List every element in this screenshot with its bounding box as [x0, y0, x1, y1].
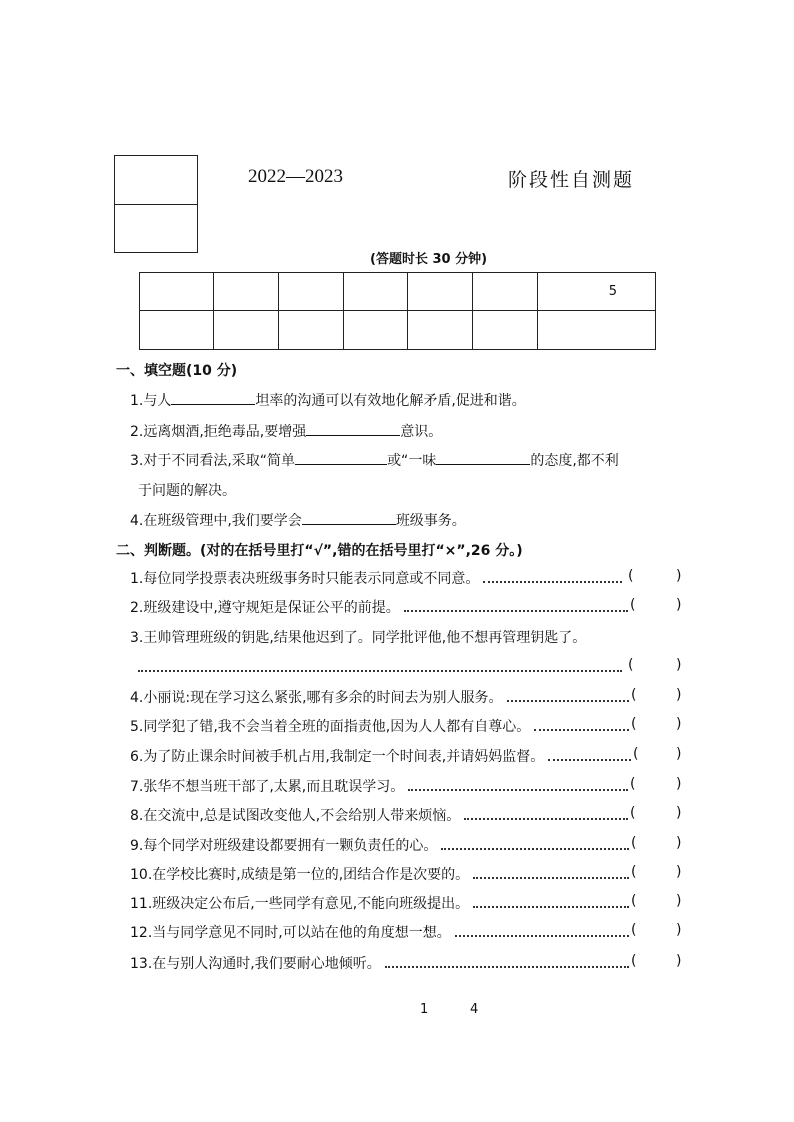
leader-dots [455, 935, 629, 937]
score-table [139, 272, 656, 350]
answer-paren-open[interactable]: ( [628, 657, 634, 673]
score-cell [140, 273, 214, 311]
answer-paren-open[interactable]: ( [631, 835, 637, 851]
answer-paren-open[interactable]: ( [628, 568, 634, 584]
leader-dots [548, 759, 631, 761]
judgment-item: 13.在与别人沟通时,我们要耐心地倾听。 [130, 956, 381, 972]
question-text: 1.与人 [130, 393, 172, 409]
fill-question-3-cont: 于问题的解决。 [138, 483, 236, 499]
answer-paren-open[interactable]: ( [631, 922, 637, 938]
leader-dots [441, 848, 629, 850]
score-cell [213, 273, 278, 311]
answer-blank[interactable] [306, 422, 400, 436]
score-entry[interactable] [473, 311, 538, 350]
answer-paren-close[interactable]: ) [676, 953, 682, 969]
score-cell [408, 273, 473, 311]
fill-question-3 [130, 450, 619, 470]
answer-blank[interactable] [436, 451, 530, 465]
leader-dots [534, 729, 629, 731]
page-title: 阶段性自测题 [508, 169, 635, 191]
judgment-item: 1.每位同学投票表决班级事务时只能表示同意或不同意。 [130, 571, 480, 587]
judgment-item: 6.为了防止课余时间被手机占用,我制定一个时间表,并请妈妈监督。 [130, 749, 545, 765]
score-box [114, 155, 198, 253]
score-entry[interactable] [278, 311, 343, 350]
leader-dots [483, 581, 622, 583]
judgment-item: 7.张华不想当班干部了,太累,而且耽误学习。 [130, 779, 405, 795]
answer-blank[interactable] [171, 391, 255, 405]
answer-paren-open[interactable]: ( [631, 864, 637, 880]
answer-paren-close[interactable]: ) [676, 922, 682, 938]
judgment-item: 5.同学犯了错,我不会当着全班的面指责他,因为人人都有自尊心。 [130, 719, 531, 735]
judgment-item: 3.王帅管理班级的钥匙,结果他迟到了。同学批评他,他不想再管理钥匙了。 [130, 630, 587, 646]
question-text: 2.远离烟酒,拒绝毒品,要增强 [130, 424, 307, 440]
answer-paren-close[interactable]: ) [676, 835, 682, 851]
score-cell [473, 273, 538, 311]
judgment-item: 10.在学校比赛时,成绩是第一位的,团结合作是次要的。 [130, 867, 470, 883]
leader-dots [408, 789, 628, 791]
section-2-heading: 二、判断题。(对的在括号里打“√”,错的在括号里打“×”,26 分。) [116, 543, 523, 559]
leader-dots [507, 700, 629, 702]
question-text: 3.对于不同看法,采取“简单 [130, 453, 296, 469]
answer-paren-close[interactable]: ) [676, 687, 682, 703]
score-entry[interactable] [343, 311, 408, 350]
leader-dots [385, 966, 629, 968]
question-text: 的态度,都不利 [530, 453, 619, 469]
score-entry[interactable] [140, 311, 214, 350]
exam-duration: (答题时长 30 分钟) [370, 252, 488, 267]
score-cell [343, 273, 408, 311]
page-number: 1 [420, 1002, 429, 1017]
fill-question-2 [130, 421, 442, 441]
score-entry[interactable] [538, 311, 656, 350]
judgment-item: 2.班级建设中,遵守规矩是保证公平的前提。 [130, 600, 400, 616]
score-box-divider [115, 204, 197, 205]
section-1-heading: 一、填空题(10 分) [116, 363, 238, 379]
answer-paren-close[interactable]: ) [676, 776, 682, 792]
answer-paren-open[interactable]: ( [631, 687, 637, 703]
question-text: 意识。 [400, 424, 443, 440]
answer-paren-close[interactable]: ) [676, 716, 682, 732]
judgment-item: 9.每个同学对班级建设都要拥有一颗负责任的心。 [130, 838, 438, 854]
answer-paren-open[interactable]: ( [631, 893, 637, 909]
answer-paren-open[interactable]: ( [631, 716, 637, 732]
leader-dots [404, 610, 628, 612]
question-text: 班级事务。 [395, 513, 466, 529]
answer-paren-close[interactable]: ) [676, 746, 682, 762]
fill-question-4 [130, 510, 466, 530]
question-text: 4.在班级管理中,我们要学会 [130, 513, 302, 529]
score-cell [278, 273, 343, 311]
answer-blank[interactable] [302, 511, 396, 525]
judgment-item: 8.在交流中,总是试图改变他人,不会给别人带来烦恼。 [130, 808, 461, 824]
leader-dots [473, 877, 629, 879]
leader-dots [464, 818, 628, 820]
judgment-item: 12.当与同学意见不同时,可以站在他的角度想一想。 [130, 925, 451, 941]
answer-paren-close[interactable]: ) [676, 864, 682, 880]
answer-paren-close[interactable]: ) [676, 657, 682, 673]
answer-paren-open[interactable]: ( [631, 953, 637, 969]
question-text: 坦率的沟通可以有效地化解矛盾,促进和谐。 [255, 393, 526, 409]
score-cell-header-5: 5 [538, 273, 656, 311]
page-total: 4 [470, 1002, 479, 1017]
answer-paren-close[interactable]: ) [676, 568, 682, 584]
school-year: 2022—2023 [248, 166, 343, 187]
leader-dots [138, 670, 622, 672]
answer-paren-open[interactable]: ( [630, 805, 636, 821]
leader-dots [473, 906, 629, 908]
answer-paren-open[interactable]: ( [630, 597, 636, 613]
score-entry[interactable] [213, 311, 278, 350]
answer-paren-close[interactable]: ) [676, 893, 682, 909]
answer-blank[interactable] [295, 451, 387, 465]
judgment-item: 4.小丽说:现在学习这么紧张,哪有多余的时间去为别人服务。 [130, 690, 503, 706]
answer-paren-close[interactable]: ) [676, 805, 682, 821]
answer-paren-open[interactable]: ( [630, 776, 636, 792]
judgment-item: 11.班级决定公布后,一些同学有意见,不能向班级提出。 [130, 896, 470, 912]
score-entry[interactable] [408, 311, 473, 350]
answer-paren-open[interactable]: ( [633, 746, 639, 762]
question-text: 或“一味 [387, 453, 437, 469]
answer-paren-close[interactable]: ) [676, 597, 682, 613]
fill-question-1 [130, 390, 526, 410]
